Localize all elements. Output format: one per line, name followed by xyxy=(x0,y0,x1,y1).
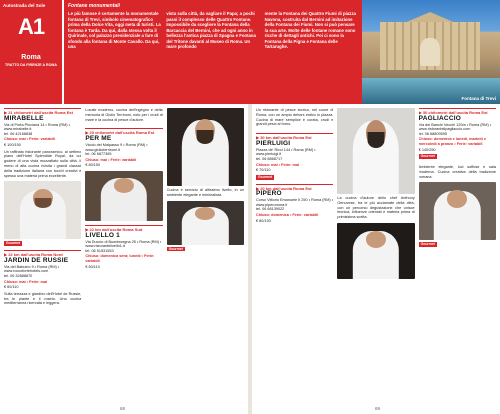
entry-distance: ▶ 22 km dall'uscita Roma Sud xyxy=(85,226,143,232)
entry-address: Via dei Banchi Vecchi 129/a • Roma (RM) • www.ristoranteilpagliaccio.com xyxy=(418,122,492,132)
entry-meta: Chiuso: mai • Ferie: variabili xyxy=(4,137,55,142)
top-banner xyxy=(0,0,500,104)
entry-meta: Chiuso: domenica • Ferie: variabili xyxy=(256,212,319,217)
entry-distance: ▶ 22 km dall'uscita Roma Nord xyxy=(4,252,63,258)
entry-mirabelle xyxy=(4,108,81,246)
entry-price: € 140/250 xyxy=(418,147,436,152)
entry-text: Ambiente elegante, luci soffuse e sala moderna. Cucina creativa della tradizione romana. xyxy=(418,164,496,179)
photo-caption: Fontana di Trevi xyxy=(461,96,496,101)
entry-price: € 80/130 xyxy=(256,218,271,223)
chef-photo xyxy=(167,108,244,186)
intro-title: Fontane monumentali xyxy=(68,3,120,9)
entry-meta: Chiuso: domenica e lunedì, martedì e mercoledì a pranzo • Ferie: variabili xyxy=(418,137,486,146)
entry-meta: Chiuso: mai • Ferie: mai xyxy=(4,279,48,284)
entry-pierluigi xyxy=(256,133,333,179)
entry-address: Via Duccio di Buoninsegna 25 • Roma (RM) • www.ristorantelivello1.it xyxy=(85,239,162,249)
route-box xyxy=(0,0,62,104)
page-number: 69 xyxy=(374,406,380,411)
entry-text: Cucina e servizio di altissimo livello, in un ambiente elegante e minimalista. xyxy=(166,188,244,197)
right-column-2 xyxy=(337,108,414,400)
chef-photo xyxy=(337,108,414,194)
route-code: A1 xyxy=(17,14,45,39)
route-head: Autostrada del Sole xyxy=(3,3,46,8)
entry-distance: ▶ 20 km dall'uscita Roma Est xyxy=(256,185,312,191)
entry-text: La cucina d'autore dello chef Anthony Genovese, tra le più acclamate della città, con un percorso degustazione che unisce tecnica, influenze orientali e materia prima di primissima scelta. xyxy=(337,196,415,220)
entry-name: JARDIN DE RUSSIE xyxy=(4,256,69,264)
entry-distance: ▶ 30 chilometri dall'uscita Roma Est xyxy=(418,110,488,115)
continued-text: Un ristorante di pesce storico, nel cuore di Roma, con un ampio dehors estivo in piazza. Cucina di mare semplice e curata, crudi e grandi pesci al forno. xyxy=(256,108,334,127)
entry-distance: ▶ 20 chilometri dall'uscita Roma Est xyxy=(85,130,155,136)
right-columns xyxy=(256,108,496,400)
entry-address: Via del Babuino 9 • Roma (RM) • www.roccofortehotels.com xyxy=(4,264,60,274)
entry-price: € 80/150 xyxy=(85,163,101,168)
entry-address: Vicolo del Malpasso 9 • Roma (RM) • www.giulioterrinoni.it xyxy=(85,142,148,152)
entry-name: MIRABELLE xyxy=(4,114,44,122)
entry-name: PAGLIACCIO xyxy=(418,114,461,122)
route-city: Roma xyxy=(21,54,41,61)
page-number: 68 xyxy=(120,406,126,411)
entry-livello xyxy=(85,225,162,269)
entry-name: PER ME xyxy=(85,135,112,143)
entry-price: € 70/110 xyxy=(256,168,271,173)
left-column-1 xyxy=(4,108,81,400)
entry-distance: ▶ 21 chilometri dall'uscita Roma Est xyxy=(4,110,73,115)
chef-photo xyxy=(4,181,81,239)
entry-meta: Chiuso: domenica sera; lunedì • Ferie: variabili xyxy=(85,254,155,263)
entry-name: PIERLUIGI xyxy=(256,139,291,147)
entry-label: Gourmet xyxy=(6,241,21,246)
route-subtitle: TRATTO DA FIRENZE A ROMA xyxy=(5,63,57,67)
right-column-1 xyxy=(256,108,333,400)
chef-photo xyxy=(167,201,244,245)
entry-label: Gourmet xyxy=(258,174,273,179)
entry-pipero xyxy=(256,184,333,224)
entry-meta: Chiuso: mai • Ferie: mai xyxy=(256,162,300,167)
entry-name: PIPERO xyxy=(256,190,282,198)
entry-name: LIVELLO 1 xyxy=(85,231,120,239)
entry-text: Sulla terrazza e giardino dell'Hotel de Russie, tra le piante e il roseto. Una cucina mediterranea ricercata e leggera. xyxy=(4,291,82,306)
entry-phone: tel. 06 68809595 xyxy=(418,131,447,136)
intro-columns xyxy=(68,11,358,50)
entry-phone: tel. 06 6868717 xyxy=(256,156,283,161)
entry-price: € 60/110 xyxy=(4,285,19,290)
entry-phone: tel. 06 68139022 xyxy=(256,207,285,212)
entry-jardin xyxy=(4,250,81,306)
entry-per-me xyxy=(85,128,162,221)
entry-pagliaccio xyxy=(419,108,496,159)
entry-address: Via di Porta Pinciana 14 • Roma (RM) • www.mirabelle.it xyxy=(4,122,70,132)
entry-address: Corso Vittorio Emanuele II 250 • Roma (RM) • www.piperoroma.it xyxy=(256,198,334,207)
trevi-photo xyxy=(362,0,500,104)
entry-text: Un raffinato ristorante panoramico, al settimo piano dell'Hotel Splendide Royal, da cui godere di una vista mozzafiato sulla città. Il menu di alta cucina rivisita i grandi classici della tradizione italiana con tocchi creativi e spesso una materia prima eccellente. xyxy=(4,149,82,178)
left-column-3 xyxy=(167,108,244,400)
entry-meta: Chiuso: mai • Ferie: variabili xyxy=(85,157,137,162)
entry-distance: ▶ 30 km dall'uscita Roma Est xyxy=(256,135,312,141)
entry-price: € 100/150 xyxy=(4,142,21,147)
right-column-3 xyxy=(419,108,496,400)
continued-text: Locale moderno, cucina dell'ingegno e della memoria di Giulio Terrinoni, noto per i crudi di mare e la cucina di pesce d'autore. xyxy=(85,108,163,122)
entry-price: € 50/110 xyxy=(85,264,100,269)
entry-phone: tel. 06 32888870 xyxy=(4,273,33,278)
entry-phone: tel. 06 51531553 xyxy=(85,248,114,253)
chef-photo xyxy=(419,182,496,240)
chef-photo xyxy=(337,223,414,279)
entry-phone: tel. 06 6877365 xyxy=(85,152,112,157)
entry-label: Gourmet xyxy=(168,246,183,251)
entry-address: Piazza de' Ricci 144 • Roma (RM) • www.pierluigi.it xyxy=(256,147,316,157)
intro-col-1: Le più famose è certamente la monumentale fontana di Trevi, simbolo cinematografico prima della Dolce Vita, oggi meta di turisti. La fontana è Tarda. Da qui, dalla stessa volta il Quirinale, col palazzo presidenziale a fare di sfondo alla fontana di Monte Cavallo. Da qui, una xyxy=(68,11,161,49)
intro-col-3: mente la Fontana dei Quattro Fiumi di piazza Navona, costruita dal Bernini ad imitazione della Fontana dei Fiumi. Non si può pensare la sua arte. Molte delle fontane romane sono ricche di dettagli antichi. Poi ci sono la Fontana della Pigna e Fontana delle Tartarughe. xyxy=(264,11,356,49)
entry-phone: tel. 06 42168838 xyxy=(4,131,33,136)
left-columns xyxy=(4,108,244,400)
chef-photo xyxy=(85,171,162,221)
intro-col-2: vista sulla città, da vagliare il Papa; a pochi passi il complesso delle Quattro Fontane. Impossibile da scegliere la Fontana della Barcaccia del Bernini, che ad ogni anno in bellezza l'antica piazza di Spagna e Fontana del Tritone davanti al Museo di Roma. Un mare profondo xyxy=(166,11,256,49)
entry-label: Gourmet xyxy=(420,242,435,247)
entry-label: Gourmet xyxy=(420,154,435,159)
left-column-2 xyxy=(85,108,162,400)
intro-box xyxy=(64,0,362,104)
